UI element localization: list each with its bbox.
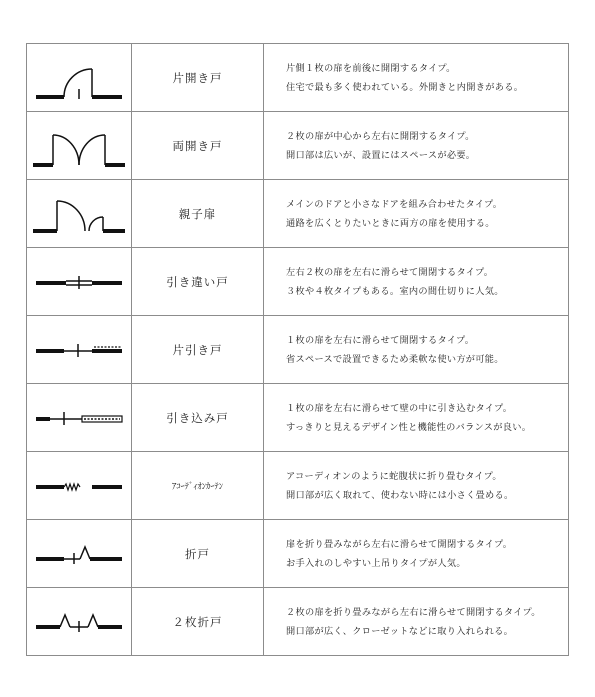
symbol-cell (27, 520, 132, 588)
folding-door-icon (34, 537, 124, 571)
symbol-cell (27, 44, 132, 112)
door-type-name: 片引き戸 (132, 316, 264, 384)
single-swing-door-icon (34, 53, 124, 103)
symbol-cell (27, 452, 132, 520)
door-type-description (264, 520, 569, 588)
table-row (27, 180, 569, 248)
description-line: 住宅で最も多く使われている。外開きと内開きがある。 (286, 81, 524, 93)
symbol-cell (27, 384, 132, 452)
symbol-cell (27, 112, 132, 180)
description-line: ２枚の扉を折り畳みながら左右に滑らせて開閉するタイプ。 (286, 606, 541, 618)
symbol-cell (27, 316, 132, 384)
description-line: アコーディオンのように蛇腹状に折り畳むタイプ。 (286, 470, 502, 482)
description-line: 左右２枚の扉を左右に滑らせて開閉するタイプ。 (286, 266, 494, 278)
description-line: 省スペースで設置できるため柔軟な使い方が可能。 (286, 353, 504, 365)
double-folding-door-icon (34, 605, 124, 639)
door-type-description (264, 180, 569, 248)
door-type-name: ｱｺｰﾃﾞｨｵﾝｶｰﾃﾝ (132, 452, 264, 520)
description-line: ２枚の扉が中心から左右に開閉するタイプ。 (286, 130, 475, 142)
door-type-name: 親子扉 (132, 180, 264, 248)
door-type-description (264, 316, 569, 384)
door-type-name: 引き込み戸 (132, 384, 264, 452)
table-row (27, 520, 569, 588)
description-line: ３枚や４枚タイプもある。室内の間仕切りに人気。 (286, 285, 504, 297)
symbol-cell (27, 248, 132, 316)
unequal-double-door-icon (31, 189, 127, 239)
door-type-name: 片開き戸 (132, 44, 264, 112)
accordion-door-icon (34, 471, 124, 501)
table-row (27, 112, 569, 180)
symbol-cell (27, 588, 132, 656)
description-line: 片側１枚の扉を前後に開閉するタイプ。 (286, 62, 456, 74)
door-type-description (264, 112, 569, 180)
table-row (27, 588, 569, 656)
door-types-table (26, 43, 569, 656)
pocket-sliding-door-icon (34, 403, 124, 433)
description-line: 開口部が広く取れて、使わない時には小さく畳める。 (286, 489, 514, 501)
door-type-description (264, 452, 569, 520)
door-type-name: 引き違い戸 (132, 248, 264, 316)
door-type-description (264, 588, 569, 656)
symbol-cell (27, 180, 132, 248)
door-type-description (264, 248, 569, 316)
description-line: 扉を折り畳みながら左右に滑らせて開閉するタイプ。 (286, 538, 513, 550)
table-row (27, 384, 569, 452)
description-line: １枚の扉を左右に滑らせて壁の中に引き込むタイプ。 (286, 402, 513, 414)
table-row (27, 248, 569, 316)
description-line: お手入れのしやすい上吊りタイプが人気。 (286, 557, 466, 569)
door-type-description (264, 384, 569, 452)
door-type-name: ２枚折戸 (132, 588, 264, 656)
description-line: メインのドアと小さなドアを組み合わせたタイプ。 (286, 198, 503, 210)
table-row (27, 316, 569, 384)
door-type-name: 両開き戸 (132, 112, 264, 180)
description-line: １枚の扉を左右に滑らせて開閉するタイプ。 (286, 334, 475, 346)
table-row (27, 44, 569, 112)
door-type-description (264, 44, 569, 112)
single-sliding-door-icon (34, 335, 124, 365)
double-swing-door-icon (31, 121, 127, 171)
door-type-name: 折戸 (132, 520, 264, 588)
description-line: すっきりと見えるデザイン性と機能性のバランスが良い。 (286, 421, 532, 433)
description-line: 開口部は広いが、設置にはスペースが必要。 (286, 149, 476, 161)
description-line: 通路を広くとりたいときに両方の扉を使用する。 (286, 217, 495, 229)
description-line: 開口部が広く、クローゼットなどに取り入れられる。 (286, 625, 514, 637)
table-row (27, 452, 569, 520)
double-sliding-door-icon (34, 267, 124, 297)
